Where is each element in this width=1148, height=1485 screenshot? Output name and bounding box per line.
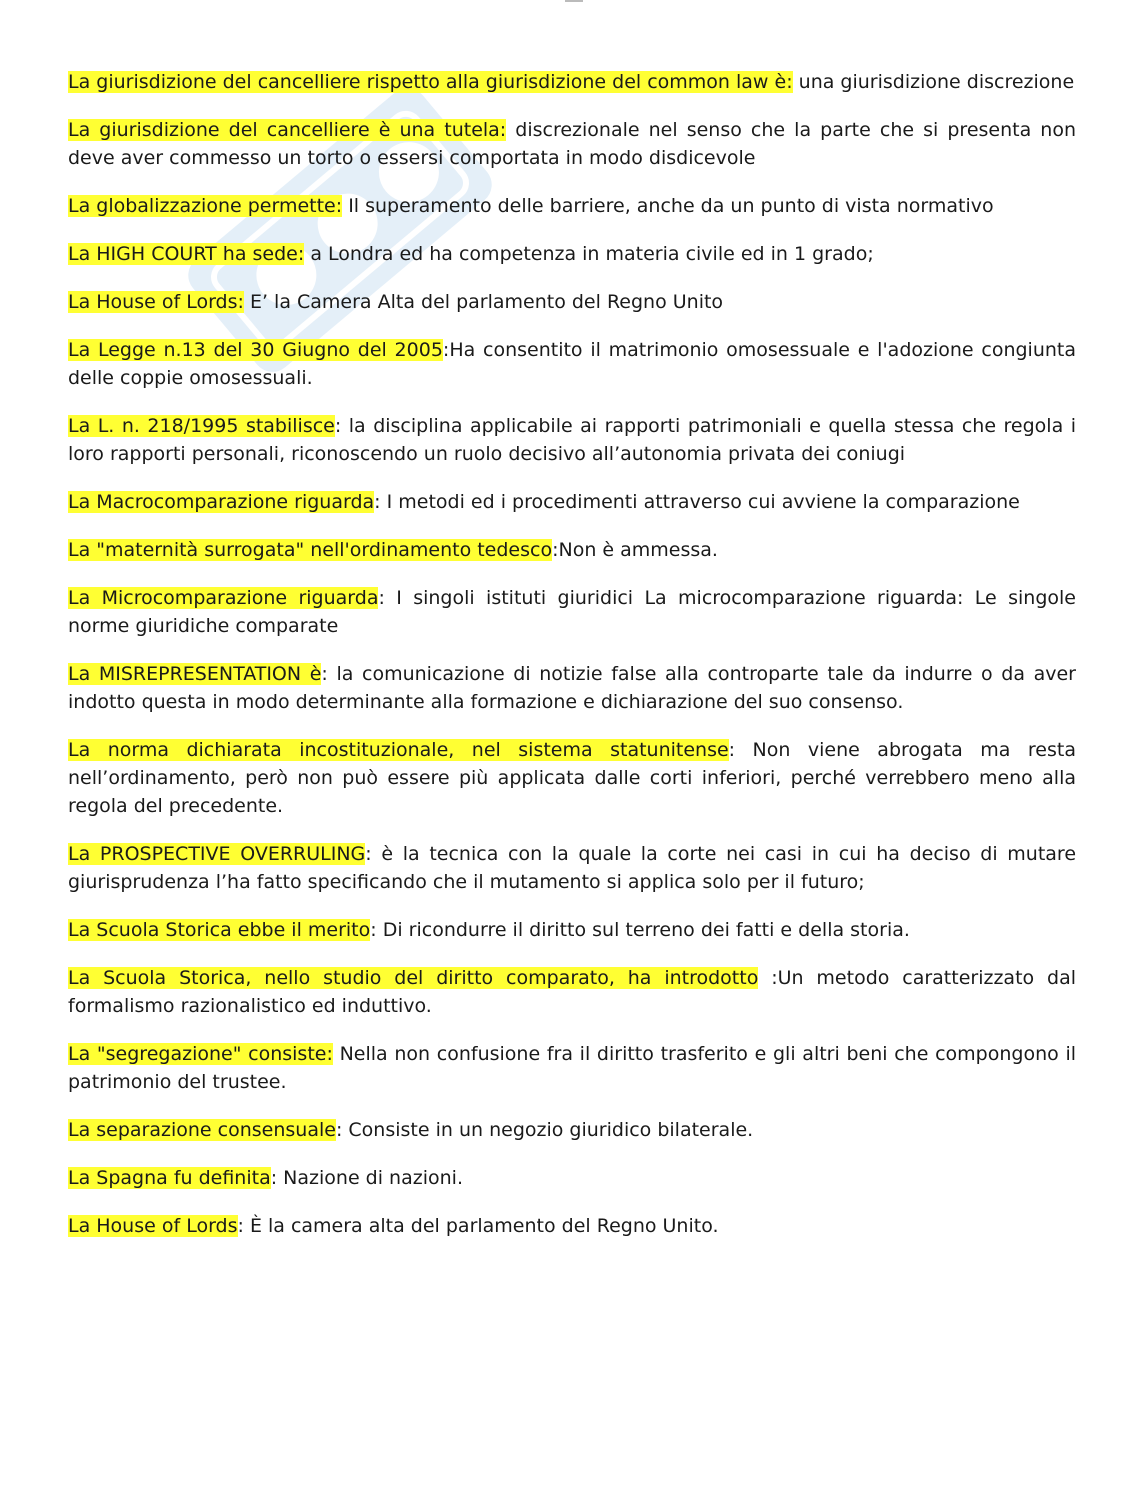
qa-entry [68,964,1076,1020]
highlighted-term: La Spagna fu definita [68,1167,271,1189]
highlighted-term: La Macrocomparazione riguarda [68,491,375,513]
qa-entry [68,1040,1076,1096]
qa-entry [68,68,1076,96]
qa-entry [68,288,1076,316]
qa-list [68,68,1076,1240]
qa-entry [68,116,1076,172]
highlighted-term: La Microcomparazione riguarda [68,587,379,609]
highlighted-term: La House of Lords [68,1215,238,1237]
highlighted-term: La giurisdizione del cancelliere rispetto alla giurisdizione del common law è: [68,71,793,93]
definition-text: :Un metodo caratterizzato dal formalismo razionalistico ed induttivo. [68,967,1076,1017]
qa-entry [68,840,1076,896]
definition-text: E’ la Camera Alta del parlamento del Regno Unito [243,291,724,313]
qa-entry [68,488,1076,516]
top-page-mark [565,0,583,2]
qa-entry [68,736,1076,820]
definition-text: Nella non confusione fra il diritto trasferito e gli altri beni che compongono il patrimonio del trustee. [68,1043,1076,1093]
qa-entry [68,192,1076,220]
highlighted-term: La globalizzazione permette: [68,195,343,217]
definition-text: : I metodi ed i procedimenti attraverso cui avviene la comparazione [374,491,1020,513]
highlighted-term: La "maternità surrogata" nell'ordinamento tedesco [68,539,553,561]
definition-text: : la comunicazione di notizie false alla controparte tale da indurre o da aver indotto questa in modo determinante alla formazione e dichiarazione del suo consenso. [68,663,1076,713]
definition-text: : Di ricondurre il diritto sul terreno dei fatti e della storia. [370,919,910,941]
definition-text: :Ha consentito il matrimonio omosessuale e l'adozione congiunta delle coppie omosessuali. [68,339,1076,389]
definition-text: :Non è ammessa. [552,539,718,561]
qa-entry [68,1116,1076,1144]
qa-entry [68,916,1076,944]
definition-text: discrezionale nel senso che la parte che si presenta non deve aver commesso un torto o essersi comportata in modo disdicevole [68,119,1077,169]
highlighted-term: La norma dichiarata incostituzionale, nel sistema statunitense [68,739,729,761]
definition-text: : Consiste in un negozio giuridico bilaterale. [335,1119,754,1141]
qa-entry [68,536,1076,564]
highlighted-term: La giurisdizione del cancelliere è una tutela: [68,119,507,141]
highlighted-term: La MISREPRESENTATION è [68,663,322,685]
definition-text: : I singoli istituti giuridici La microcomparazione riguarda: Le singole norme giuridiche comparate [68,587,1076,637]
highlighted-term: La Scuola Storica, nello studio del diritto comparato, ha introdotto [68,967,759,989]
qa-entry [68,240,1076,268]
highlighted-term: La "segregazione" consiste: [68,1043,333,1065]
highlighted-term: La Scuola Storica ebbe il merito [68,919,371,941]
qa-entry [68,584,1076,640]
highlighted-term: La PROSPECTIVE OVERRULING [68,843,366,865]
highlighted-term: La HIGH COURT ha sede: [68,243,305,265]
definition-text: : È la camera alta del parlamento del Regno Unito. [237,1215,719,1237]
definition-text: : Nazione di nazioni. [270,1167,463,1189]
definition-text: Il superamento delle barriere, anche da un punto di vista normativo [342,195,994,217]
definition-text: a Londra ed ha competenza in materia civile ed in 1 grado; [304,243,874,265]
qa-entry [68,660,1076,716]
definition-text: una giurisdizione discrezione [792,71,1075,93]
highlighted-term: La House of Lords: [68,291,244,313]
highlighted-term: La separazione consensuale [68,1119,336,1141]
highlighted-term: La L. n. 218/1995 stabilisce [68,415,335,437]
highlighted-term: La Legge n.13 del 30 Giugno del 2005 [68,339,443,361]
document-page [68,68,1076,1260]
definition-text: : Non viene abrogata ma resta nell’ordinamento, però non può essere più applicata dalle corti inferiori, perché verrebbero meno alla regola del precedente. [68,739,1076,817]
qa-entry [68,412,1076,468]
qa-entry [68,1164,1076,1192]
definition-text: : la disciplina applicabile ai rapporti patrimoniali e quella stessa che regola i loro rapporti personali, riconoscendo un ruolo decisivo all’autonomia privata dei coniugi [68,415,1076,465]
qa-entry [68,1212,1076,1240]
qa-entry [68,336,1076,392]
definition-text: : è la tecnica con la quale la corte nei casi in cui ha deciso di mutare giurisprudenza l’ha fatto specificando che il mutamento si applica solo per il futuro; [68,843,1077,893]
